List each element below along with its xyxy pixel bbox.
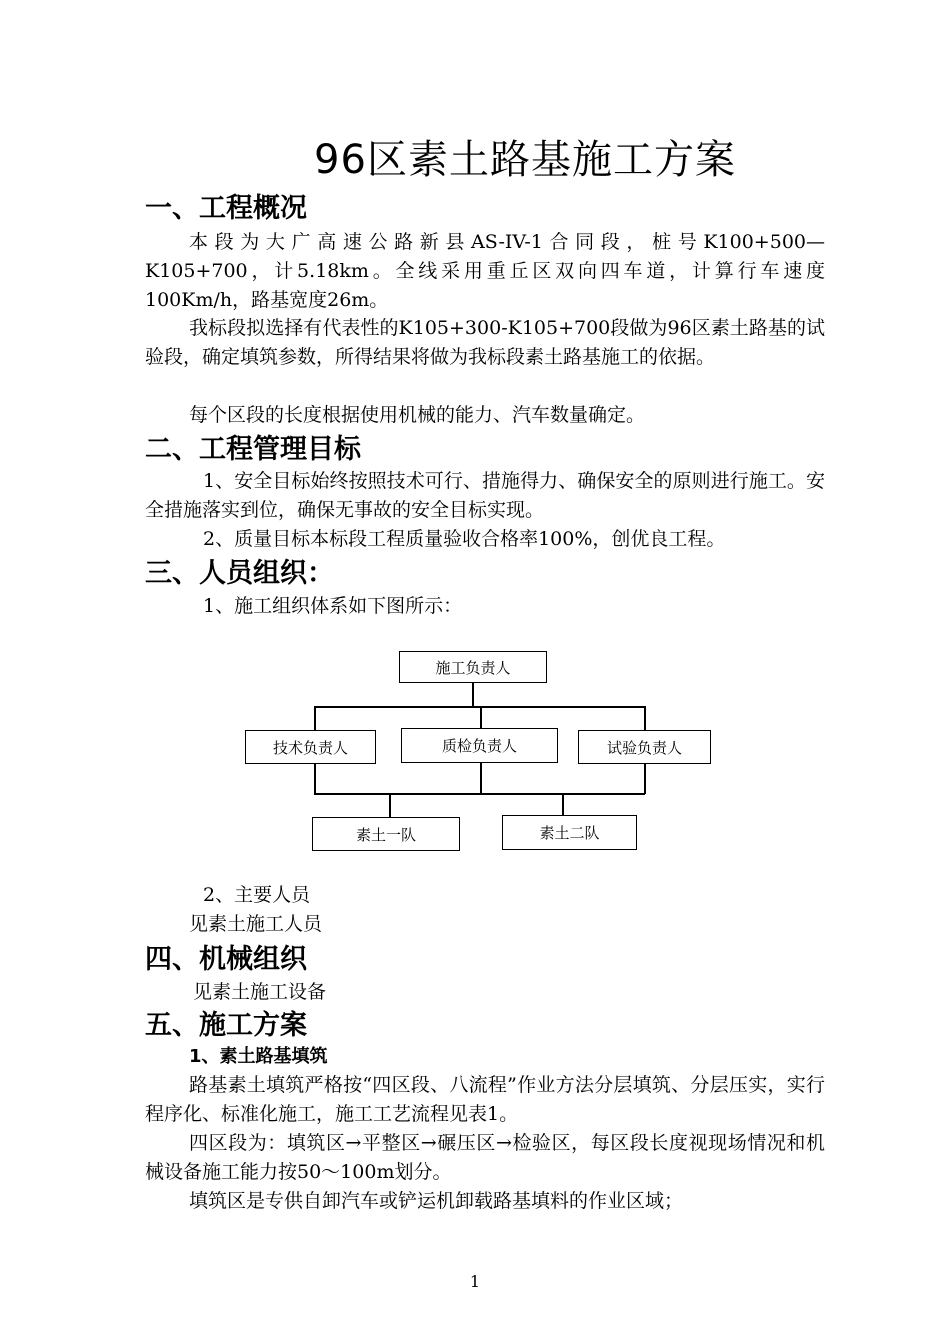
section-heading-plan: 五、施工方案 bbox=[145, 1010, 307, 1041]
connector-line bbox=[389, 793, 391, 818]
connector-line bbox=[644, 764, 646, 794]
connector-line bbox=[644, 706, 646, 730]
org-node-site-manager: 施工负责人 bbox=[399, 651, 547, 683]
connector-line bbox=[562, 793, 564, 816]
paragraph: 2、质量目标本标段工程质量验收合格率100%，创优良工程。 bbox=[203, 528, 726, 550]
paragraph: 四区段为：填筑区→平整区→碾压区→检验区，每区段长度视现场情况和机械设备施工能力按50～100m划分。 bbox=[145, 1132, 825, 1183]
org-node-test-lead: 试验负责人 bbox=[578, 730, 711, 764]
section-heading-machinery: 四、机械组织 bbox=[145, 944, 307, 975]
section-heading-personnel: 三、人员组织： bbox=[145, 558, 334, 589]
org-node-team-1: 素土一队 bbox=[312, 817, 460, 851]
connector-line bbox=[314, 764, 316, 794]
paragraph: 本段为大广高速公路新县AS-IV-1合同段，桩号K100+500—K105+700，计5.18km。全线采用重丘区双向四车道，计算行车速度100Km/h，路基宽度26m。 bbox=[145, 231, 825, 311]
org-node-team-2: 素土二队 bbox=[502, 815, 637, 850]
paragraph: 路基素土填筑严格按“四区段、八流程”作业方法分层填筑、分层压实，实行程序化、标准化施工，施工工艺流程见表1。 bbox=[145, 1074, 825, 1125]
paragraph: 填筑区是专供自卸汽车或铲运机卸载路基填料的作业区域； bbox=[189, 1190, 684, 1212]
connector-line bbox=[472, 683, 474, 707]
paragraph: 我标段拟选择有代表性的K105+300-K105+700段做为96区素土路基的试验段，确定填筑参数，所得结果将做为我标段素土路基施工的依据。 bbox=[145, 317, 825, 368]
org-node-qc-lead: 质检负责人 bbox=[401, 728, 558, 763]
paragraph: 1、安全目标始终按照技术可行、措施得力、确保安全的原则进行施工。安全措施落实到位，确保无事故的安全目标实现。 bbox=[145, 470, 825, 521]
page-number: 1 bbox=[469, 1272, 481, 1291]
paragraph: 1、施工组织体系如下图所示： bbox=[203, 595, 463, 617]
org-node-tech-lead: 技术负责人 bbox=[245, 730, 376, 764]
section-heading-overview: 一、工程概况 bbox=[145, 193, 307, 224]
connector-line bbox=[480, 763, 482, 794]
connector-line bbox=[314, 706, 316, 730]
connector-line bbox=[480, 706, 482, 730]
paragraph: 每个区段的长度根据使用机械的能力、汽车数量确定。 bbox=[189, 404, 646, 426]
subheading-subgrade-filling: 1、素土路基填筑 bbox=[189, 1046, 328, 1067]
paragraph: 2、主要人员 bbox=[203, 884, 311, 906]
section-heading-goals: 二、工程管理目标 bbox=[145, 434, 361, 465]
paragraph: 见素土施工设备 bbox=[193, 981, 327, 1003]
paragraph: 见素土施工人员 bbox=[189, 913, 323, 935]
document-title: 96区素土路基施工方案 bbox=[314, 137, 736, 183]
connector-line bbox=[314, 793, 645, 795]
